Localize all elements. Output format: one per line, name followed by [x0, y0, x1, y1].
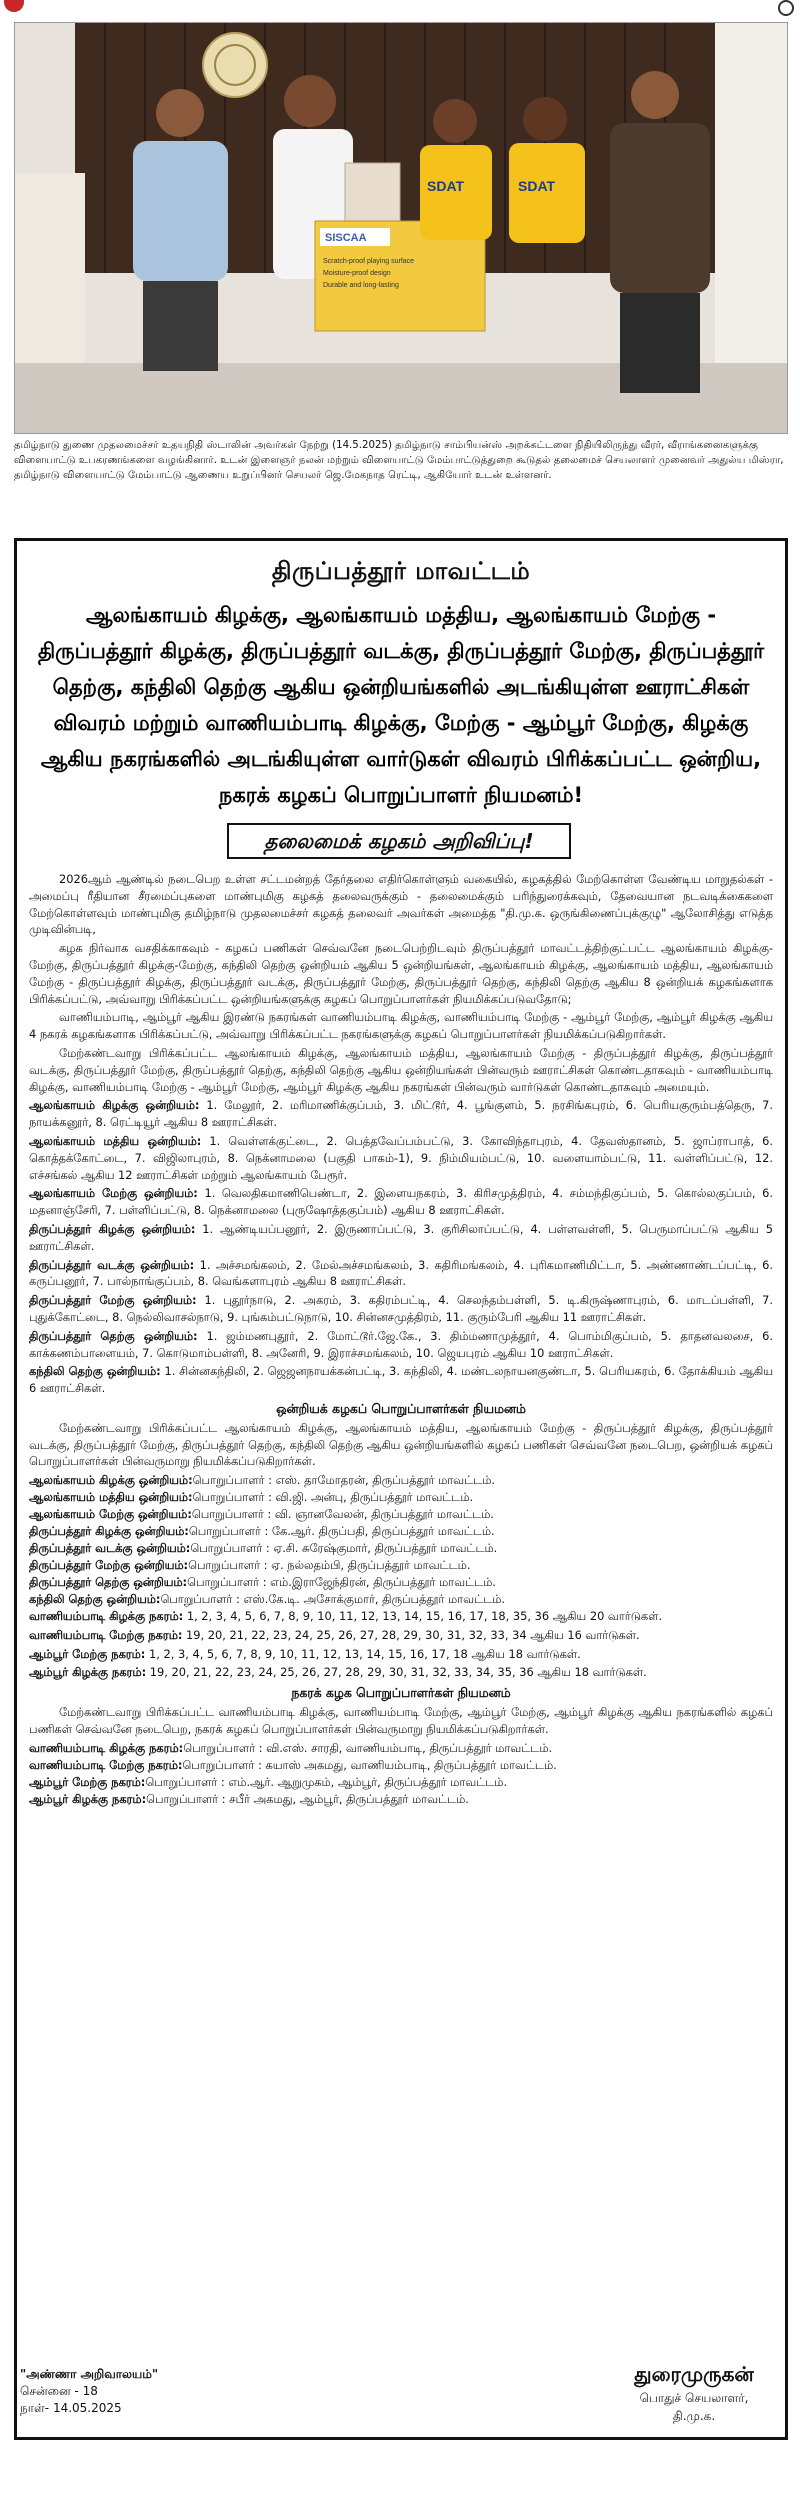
union-appointment-row: கந்திலி தெற்கு ஒன்றியம்: பொறுப்பாளர் : எஸ்.கே.டி. அசோக்குமார், திருப்பத்தூர் மாவட்டம்.	[29, 1592, 505, 1607]
paragraph-3: வாணியம்பாடி, ஆம்பூர் ஆகிய இரண்டு நகரங்கள் வாணியம்பாடி கிழக்கு, வாணியம்பாடி மேற்கு - ஆம்பூர் மேற்கு, ஆம்பூர் கிழக்கு ஆகிய 4 நகரக் கழகங்களாக பிரிக்கப்பட்டு, அவ்வாறு பிரிக்கப்பட்ட நகரங்களுக்கு கழகப் பொறுப்பாளர்கள் நியமிக்கப்படுகிறார்கள்.	[29, 1010, 773, 1042]
town-appointment-row: வாணியம்பாடி மேற்கு நகரம்: பொறுப்பாளர் : கயாஸ் அகமது, வாணியம்பாடி, திருப்பத்தூர் மாவட்டம்.	[29, 1757, 557, 1772]
union-list-item: திருப்பத்தூர் மேற்கு ஒன்றியம்: 1. புதூர்நாடு, 2. அகரம், 3. கதிரம்பட்டி, 4. செலந்தம்பள்ளி, 5. டி.கிருஷ்ணாபுரம், 6. மாடப்பள்ளி, 7. புதுக்கோட்டை, 8. நெல்லிவாசல்நாடு, 9. புங்கம்பட்டுநாடு, 10. சின்னசமுத்திரம், 11. குரும்பேரி ஆகிய 11 ஊராட்சிகள்.	[29, 1293, 773, 1324]
photo-caption: தமிழ்நாடு துணை முதலமைச்சர் உதயநிதி ஸ்டாலின் அவர்கள் நேற்று (14.5.2025) தமிழ்நாடு சாம்பியன்ஸ் அறக்கட்டளை நிதியிலிருந்து வீரர், வீராங்கனைகளுக்கு விளையாட்டு உபகரணங்களை வழங்கினார். உடன் இளைஞர் நலன் மற்றும் விளையாட்டு மேம்பாட்டுத்துறை கூடுதல் தலைமைச் செயலாளர் முனைவர் அதுல்ய மிஸ்ரா, தமிழ்நாடு விளையாட்டு மேம்பாட்டு ஆணைய உறுப்பினர் செயலர் ஜெ.மேகநாத ரெட்டி, ஆகியோர் உடன் உள்ளனர்.	[14, 440, 784, 481]
news-photo	[14, 22, 788, 434]
signatory-party: தி.மு.க.	[672, 2409, 716, 2423]
union-list-item: திருப்பத்தூர் வடக்கு ஒன்றியம்: 1. அச்சமங்கலம், 2. மேல்அச்சமங்கலம், 3. கதிரிமங்கலம், 4. புரிகமாணிமிட்டா, 5. அண்ணாண்டப்பட்டி, 6. கருப்பனூர், 7. பால்நாங்குப்பம், 8. வெங்களாபுரம் ஆகிய 8 ஊராட்சிகள்.	[29, 1257, 773, 1289]
union-appointment-title: ஒன்றியக் கழகப் பொறுப்பாளர்கள் நியமனம்	[276, 1400, 526, 1416]
union-list-item: ஆலங்காயம் மத்திய ஒன்றியம்: 1. வெள்ளக்குட்டை, 2. பெத்தவேப்பம்பட்டு, 3. கோவிந்தாபுரம், 4. தேவஸ்தானம், 5. ஜாப்ராபாத், 6. கொத்தக்கோட்டை, 7. விஜிலாபுரம், 8. நெக்னாமலை (பகுதி பாகம்-1), 9. நிம்மியம்பட்டு, 10. வளையாம்பட்டு, 11. வள்ளிப்பட்டு, 12. எச்சங்கல் ஆகிய 12 ஊராட்சிகள் மற்றும் ஆலங்காயம் பேரூர்.	[29, 1133, 773, 1182]
box-brand-text: SISCAA	[325, 232, 367, 244]
notice-date: நாள்- 14.05.2025	[20, 2401, 122, 2415]
news-photo-illustration	[15, 23, 787, 433]
town-appointment-row: வாணியம்பாடி கிழக்கு நகரம்: பொறுப்பாளர் : வி.எஸ். சாரதி, வாணியம்பாடி, திருப்பத்தூர் மாவட்டம்.	[29, 1740, 553, 1755]
union-appointment-row: திருப்பத்தூர் வடக்கு ஒன்றியம்: பொறுப்பாளர் : ஏ.சி. சுரேஷ்குமார், திருப்பத்தூர் மாவட்டம்.	[29, 1541, 498, 1556]
town-appointment-row: ஆம்பூர் மேற்கு நகரம்: பொறுப்பாளர் : எம்.ஆர். ஆறுமுகம், ஆம்பூர், திருப்பத்தூர் மாவட்டம்.	[29, 1774, 508, 1789]
top-left-logo-icon	[4, 0, 24, 12]
government-emblem-icon	[203, 33, 267, 97]
hq-announcement-label: தலைமைக் கழகம் அறிவிப்பு!	[227, 823, 571, 859]
town-appointment-row: ஆம்பூர் கிழக்கு நகரம்: பொறுப்பாளர் : சபீர் அகமது, ஆம்பூர், திருப்பத்தூர் மாவட்டம்.	[29, 1791, 469, 1806]
intro-paragraph: 2026ஆம் ஆண்டில் நடைபெற உள்ள சட்டமன்றத் தேர்தலை எதிர்கொள்ளும் வகையில், கழகத்தில் மேற்கொள்ள வேண்டிய மாறுதல்கள் - அமைப்பு ரீதியான சீரமைப்புகளை மாண்புமிகு கழகத் தலைவருக்கும் - தலைமைக்கும் பரிந்துரைக்கவும், தேவையான நடவடிக்கைகளை மேற்கொள்ளவும் மாண்புமிகு தமிழ்நாடு முதலமைச்சர் கழகத் தலைவர் அவர்கள் அமைத்த "தி.மு.க. ஒருங்கிணைப்புக்குழு" ஆலோசித்து எடுத்த முடிவின்படி,	[29, 872, 773, 937]
town-ward-list: ஆம்பூர் கிழக்கு நகரம்: 19, 20, 21, 22, 23, 24, 25, 26, 27, 28, 29, 30, 31, 32, 33, 34, 35, 36 ஆகிய 18 வார்டுகள்.	[29, 1665, 647, 1680]
union-list-item: ஆலங்காயம் கிழக்கு ஒன்றியம்: 1. மேலூர், 2. மரிமாணிக்குப்பம், 3. மிட்டூர், 4. பூங்குளம், 5. நரசிங்கபுரம், 6. பெரியகுரும்பத்தெரு, 7. நாயக்கனூர், 8. ரெட்டியூர் ஆகிய 8 ஊராட்சிகள்.	[29, 1098, 773, 1130]
notice-box	[14, 538, 788, 2440]
town-appointment-intro: மேற்கண்டவாறு பிரிக்கப்பட்ட வாணியம்பாடி கிழக்கு, வாணியம்பாடி மேற்கு, ஆம்பூர் மேற்கு, ஆம்பூர் கிழக்கு ஆகிய நகரங்களில் கழகப் பணிகள் செவ்வனே நடைபெற, நகரக் கழகப் பொறுப்பாளர்கள் பின்வருமாறு நியமிக்கப்படுகிறார்கள்.	[29, 1705, 773, 1736]
town-ward-list: வாணியம்பாடி கிழக்கு நகரம்: 1, 2, 3, 4, 5, 6, 7, 8, 9, 10, 11, 12, 13, 14, 15, 16, 17, 18, 35, 36 ஆகிய 20 வார்டுகள்.	[29, 1609, 663, 1624]
town-appointment-title: நகரக் கழக பொறுப்பாளர்கள் நியமனம்	[291, 1685, 511, 1701]
union-appointment-row: திருப்பத்தூர் கிழக்கு ஒன்றியம்: பொறுப்பாளர் : கே.ஆர். திருப்பதி, திருப்பத்தூர் மாவட்டம்.	[29, 1524, 495, 1539]
sender-address	[20, 2366, 158, 2417]
signatory-name: துரைமுருகன்	[634, 2362, 754, 2386]
top-right-circle-icon	[778, 0, 794, 16]
signatory-role: பொதுச் செயலாளர்,	[639, 2391, 749, 2405]
shirt-text-1: SDAT	[427, 178, 465, 194]
sender-office: "அண்ணா அறிவாலயம்"	[20, 2367, 159, 2381]
box-line-2: Moisture-proof design	[323, 270, 391, 277]
union-list-item: திருப்பத்தூர் தெற்கு ஒன்றியம்: 1. ஜம்மணபுதூர், 2. மோட்டூர்.ஜே.கே., 3. திம்மணாமுத்தூர், 4. பொம்மிகுப்பம், 5. தாதனவலசை, 6. காக்கணம்பாளையம், 7. கொடுமாம்பள்ளி, 8. அனேரி, 9. இராச்சமங்கலம், 10. ஜெயபுரம் ஆகிய 10 ஊராட்சிகள்.	[29, 1328, 773, 1360]
town-ward-list: ஆம்பூர் மேற்கு நகரம்: 1, 2, 3, 4, 5, 6, 7, 8, 9, 10, 11, 12, 13, 14, 15, 16, 17, 18 ஆகிய 18 வார்டுகள்.	[29, 1646, 581, 1661]
notice-headline: ஆலங்காயம் கிழக்கு, ஆலங்காயம் மத்திய, ஆலங்காயம் மேற்கு - திருப்பத்தூர் கிழக்கு, திருப்பத்தூர் வடக்கு, திருப்பத்தூர் மேற்கு, திருப்பத்தூர் தெற்கு, கந்திலி தெற்கு ஆகிய ஒன்றியங்களில் அடங்கியுள்ள ஊராட்சிகள் விவரம் மற்றும் வாணியம்பாடி கிழக்கு, மேற்கு - ஆம்பூர் மேற்கு, கிழக்கு ஆகிய நகரங்களில் அடங்கியுள்ள வார்டுகள் விவரம் பிரிக்கப்பட்ட ஒன்றிய, நகரக் கழகப் பொறுப்பாளர் நியமனம்!	[37, 603, 765, 807]
top-strip	[0, 0, 800, 18]
union-list-item: ஆலங்காயம் மேற்கு ஒன்றியம்: 1. வெலதிகமாணிபெண்டா, 2. இளையநகரம், 3. கிரிசமுத்திரம், 4. சம்மந்திகுப்பம், 5. கொல்லகுப்பம், 6. மதனாஞ்சேரி, 7. பள்ளிப்பட்டு, 8. நெக்னாமலை (புருஷோத்தகுப்பம்) ஆகிய 8 ஊராட்சிகள்.	[29, 1186, 773, 1218]
union-appointment-row: திருப்பத்தூர் மேற்கு ஒன்றியம்: பொறுப்பாளர் : ஏ. நல்லதம்பி, திருப்பத்தூர் மாவட்டம்.	[29, 1558, 471, 1573]
district-title: திருப்பத்தூர் மாவட்டம்	[271, 557, 531, 585]
union-list-item: திருப்பத்தூர் கிழக்கு ஒன்றியம்: 1. ஆண்டியப்பனூர், 2. இருணாப்பட்டு, 3. குரிசிலாப்பட்டு, 4. பள்ளவள்ளி, 5. பெருமாப்பட்டு ஆகிய 5 ஊராட்சிகள்.	[29, 1221, 773, 1253]
shirt-text-2: SDAT	[518, 178, 556, 194]
sender-city: சென்னை - 18	[20, 2384, 98, 2398]
union-appointment-row: திருப்பத்தூர் தெற்கு ஒன்றியம்: பொறுப்பாளர் : எம்.இராஜேந்திரன், திருப்பத்தூர் மாவட்டம்.	[29, 1575, 496, 1590]
signature-block	[614, 2362, 774, 2425]
union-appointment-row: ஆலங்காயம் கிழக்கு ஒன்றியம்: பொறுப்பாளர் : எஸ். தாமோதரன், திருப்பத்தூர் மாவட்டம்.	[29, 1473, 496, 1488]
union-appointment-row: ஆலங்காயம் மத்திய ஒன்றியம்: பொறுப்பாளர் : வி.ஜி. அன்பு, திருப்பத்தூர் மாவட்டம்.	[29, 1490, 474, 1505]
box-line-1: Scratch-proof playing surface	[323, 258, 415, 265]
box-line-3: Durable and long-lasting	[323, 282, 399, 289]
union-appointment-intro: மேற்கண்டவாறு பிரிக்கப்பட்ட ஆலங்காயம் கிழக்கு, ஆலங்காயம் மத்திய, ஆலங்காயம் மேற்கு - திருப்பத்தூர் கிழக்கு, திருப்பத்தூர் வடக்கு, திருப்பத்தூர் மேற்கு, திருப்பத்தூர் தெற்கு, கந்திலி தெற்கு ஆகிய ஒன்றியங்களில் கழகப் பணிகள் செவ்வனே நடைபெற, ஒன்றியக் கழகப் பொறுப்பாளர்கள் பின்வருமாறு நியமிக்கப்படுகிறார்கள்.	[29, 1420, 773, 1469]
union-appointment-row: ஆலங்காயம் மேற்கு ஒன்றியம்: பொறுப்பாளர் : வி. ஞானவேலன், திருப்பத்தூர் மாவட்டம்.	[29, 1507, 494, 1522]
notice-body	[29, 871, 773, 1808]
town-ward-list: வாணியம்பாடி மேற்கு நகரம்: 19, 20, 21, 22, 23, 24, 25, 26, 27, 28, 29, 30, 31, 32, 33, 34 ஆகிய 16 வார்டுகள்.	[29, 1627, 640, 1642]
paragraph-4: மேற்கண்டவாறு பிரிக்கப்பட்ட ஆலங்காயம் கிழக்கு, ஆலங்காயம் மத்திய, ஆலங்காயம் மேற்கு - திருப்பத்தூர் கிழக்கு, திருப்பத்தூர் வடக்கு, திருப்பத்தூர் மேற்கு, திருப்பத்தூர் தெற்கு, கந்திலி தெற்கு ஆகிய ஒன்றியங்கள் பின்வரும் ஊராட்சிகள் கொண்டதாகவும் - வாணியம்பாடி கிழக்கு, வாணியம்பாடி மேற்கு - ஆம்பூர் மேற்கு, ஆம்பூர் கிழக்கு ஆகிய நகரங்கள் பின்வரும் வார்டுகள் கொண்டதாகவும் அமையும்.	[29, 1045, 773, 1094]
union-list-item: கந்திலி தெற்கு ஒன்றியம்: 1. சின்னகந்திலி, 2. ஜெஜனநாயக்கன்பட்டி, 3. கந்திலி, 4. மண்டலநாயனகுண்டா, 5. பெரியகரம், 6. தோக்கியம் ஆகிய 6 ஊராட்சிகள்.	[29, 1364, 773, 1396]
paragraph-2: கழக நிர்வாக வசதிக்காகவும் - கழகப் பணிகள் செவ்வனே நடைபெற்றிடவும் திருப்பத்தூர் மாவட்டத்திற்குட்பட்ட ஆலங்காயம் கிழக்கு-மேற்கு, திருப்பத்தூர் கிழக்கு-மேற்கு, கந்திலி தெற்கு ஒன்றியம் ஆகிய 5 ஒன்றியங்கள், ஆலங்காயம் கிழக்கு, ஆலங்காயம் மத்திய, ஆலங்காயம் மேற்கு - திருப்பத்தூர் கிழக்கு, திருப்பத்தூர் வடக்கு, திருப்பத்தூர் மேற்கு, திருப்பத்தூர் தெற்கு, கந்திலி தெற்கு ஆகிய 8 ஒன்றியக் கழகங்களாக பிரிக்கப்பட்டு, அவ்வாறு பிரிக்கப்பட்ட ஒன்றியங்களுக்கு கழகப் பொறுப்பாளர்கள் நியமிக்கப்படுவதோடு;	[29, 941, 774, 1006]
